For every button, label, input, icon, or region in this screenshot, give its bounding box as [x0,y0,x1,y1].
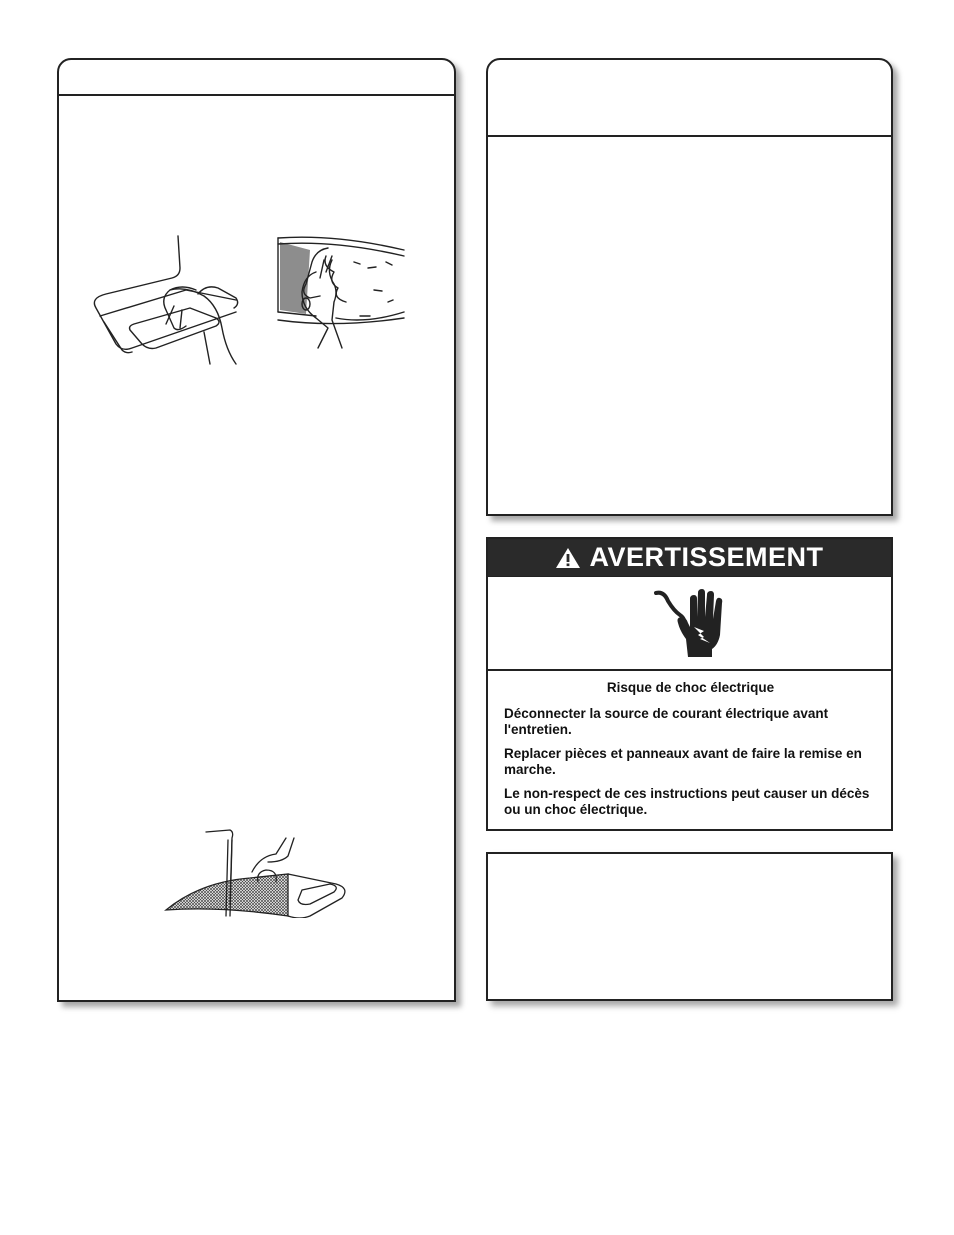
warning-line-replace-parts: Replacer pièces et panneaux avant de faire la remise en marche. [504,746,862,777]
warning-line-disconnect: Déconnecter la source de courant électrique avant l'entretien. [504,706,829,737]
warning-triangle-icon [555,547,581,569]
right-bottom-panel [486,852,893,1001]
warning-title: AVERTISSEMENT [589,542,824,572]
illustration-clean-filter [160,826,360,918]
risk-title: Risque de choc électrique [606,680,775,695]
electric-shock-icon-area [488,576,891,671]
warning-header [488,539,891,576]
warning-box [486,537,893,831]
electric-shock-hand-icon [650,587,730,659]
warning-text [488,671,891,818]
illustration-wipe-tub [276,232,408,352]
left-panel-header [59,60,454,96]
warning-line-consequence: Le non-respect de ces instructions peut causer un décès ou un choc électrique. [504,786,870,817]
right-top-panel-header [488,60,891,137]
illustration-wipe-lid [86,232,246,368]
right-top-panel [486,58,893,516]
